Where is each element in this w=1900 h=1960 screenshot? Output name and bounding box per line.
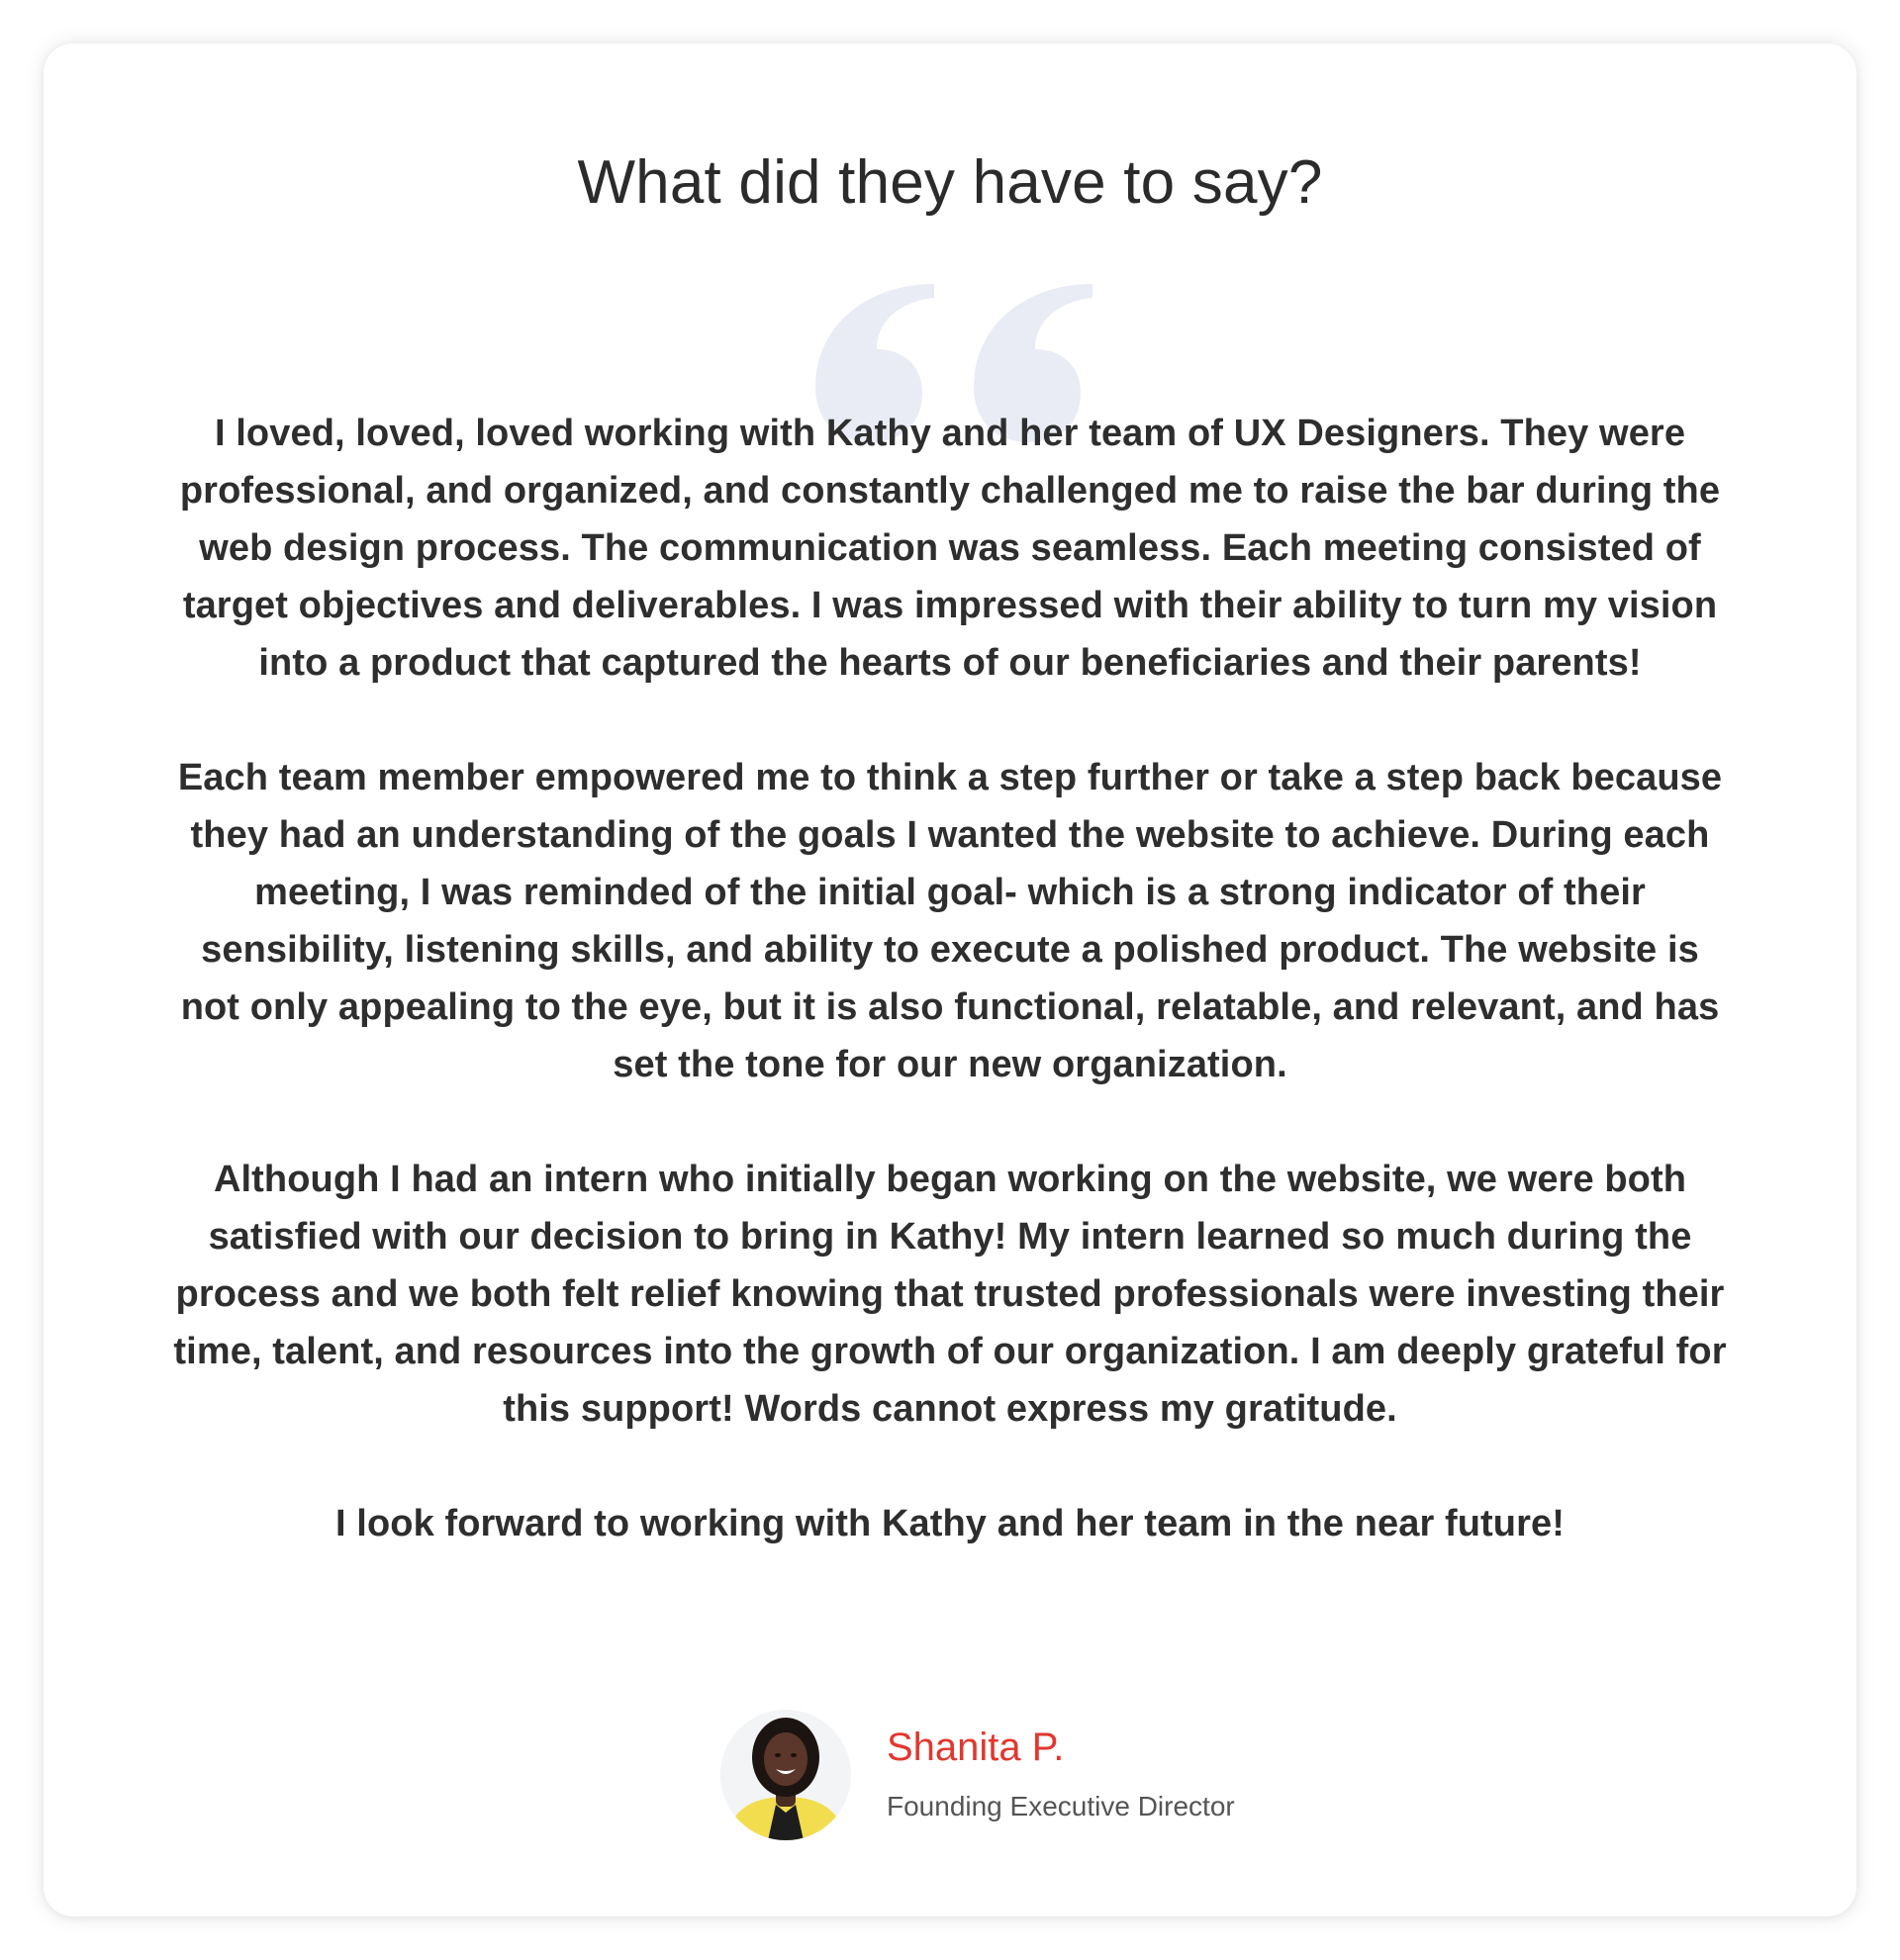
section-title: What did they have to say? [577,148,1323,217]
quote-paragraph: I look forward to working with Kathy and her team in the near future! [334,1503,1565,1544]
quote-paragraph: Each team member empowered me to think a step further or take a step back because they had an understanding of the goals I wanted the website to achieve. During each meeting, I was reminded of the initial goal- which is a strong indicator of their sensibility, listening skills, and ability to execute a polished product. The website is not only appealing to the eye, but it is also functional, relatable, and relevant, and has set the tone for our new organization. [177,757,1723,1085]
testimonial-quote [172,405,1728,1552]
testimonial-card [44,44,1856,1916]
quote-paragraph: Although I had an intern who initially began working on the website, we were both satisfied with our decision to bring in Kathy! My intern learned so much during the process and we both felt relief knowing that trusted professionals were investing their time, talent, and resources into the growth of our organization. I am deeply grateful for this support! Words cannot express my gratitude. [173,1159,1727,1430]
testimonial-author [679,1706,1273,1844]
quote-paragraph: I loved, loved, loved working with Kathy and her team of UX Designers. They were professional, and organized, and constantly challenged me to raise the bar during the web design process. The communication was seamless. Each meeting consisted of target objectives and deliverables. I was impressed with their ability to turn my vision into a product that captured the hearts of our beneficiaries and their parents! [179,413,1721,684]
author-name: Shanita P. [887,1726,1065,1769]
avatar [720,1710,851,1840]
author-role: Founding Executive Director [887,1791,1235,1821]
